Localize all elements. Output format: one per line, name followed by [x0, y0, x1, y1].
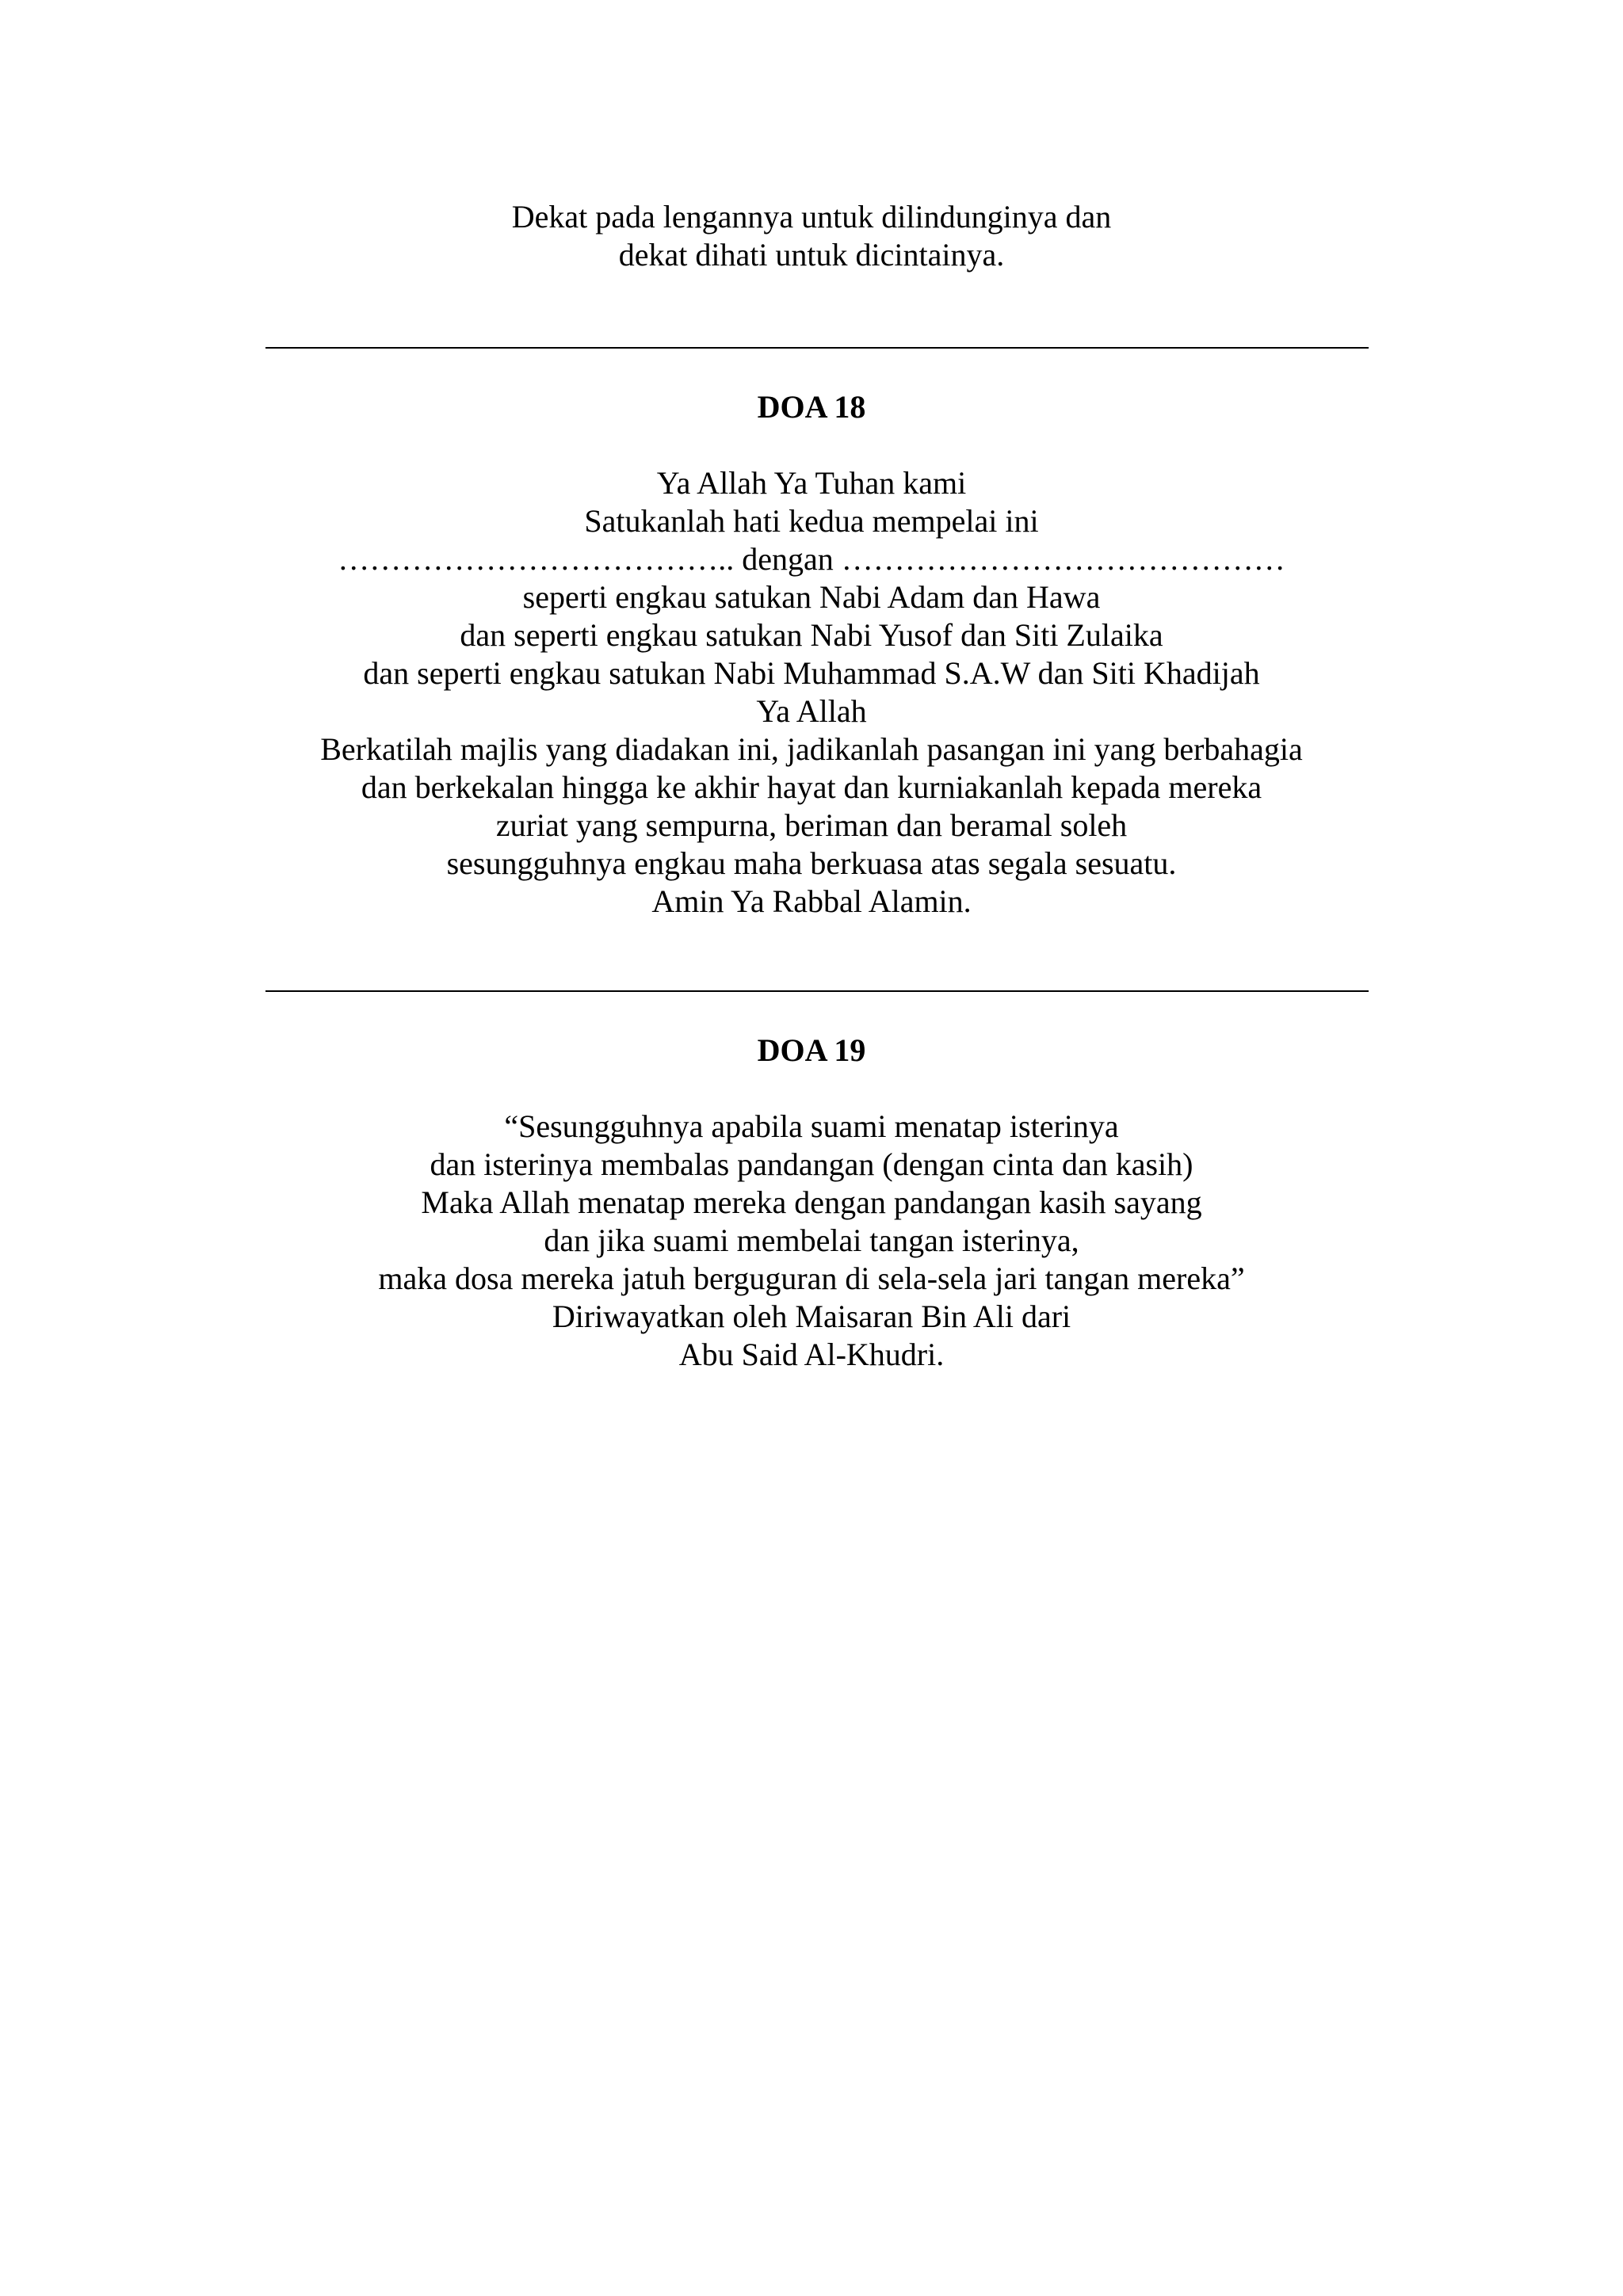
- doa-18-line: Ya Allah Ya Tuhan kami: [656, 465, 967, 501]
- doa-18-line: zuriat yang sempurna, beriman dan beramal soleh: [495, 807, 1128, 843]
- doa-18-line: Berkatilah majlis yang diadakan ini, jadikanlah pasangan ini yang berbahagia: [320, 731, 1303, 767]
- doa-19-line: Abu Said Al-Khudri.: [678, 1337, 945, 1372]
- doa-18-line: dan berkekalan hingga ke akhir hayat dan kurniakanlah kepada mereka: [361, 769, 1262, 805]
- doa-18-line: Amin Ya Rabbal Alamin.: [651, 883, 972, 919]
- doa-18-line: ……………………………….. dengan ……………………………………: [338, 541, 1285, 577]
- doa-19-heading: DOA 19: [757, 1032, 866, 1068]
- section-divider: [265, 347, 1369, 349]
- doa-18-line: Satukanlah hati kedua mempelai ini: [584, 503, 1039, 539]
- doa-18-heading: DOA 18: [757, 389, 866, 425]
- intro-line: Dekat pada lengannya untuk dilindunginya dan: [511, 199, 1112, 235]
- doa-18-line: dan seperti engkau satukan Nabi Muhammad S.A.W dan Siti Khadijah: [363, 655, 1260, 691]
- doa-18-line: seperti engkau satukan Nabi Adam dan Hawa: [522, 579, 1101, 615]
- doa-19-line: dan isterinya membalas pandangan (dengan cinta dan kasih): [430, 1146, 1193, 1182]
- doa-19-line: maka dosa mereka jatuh berguguran di sela-sela jari tangan mereka”: [378, 1261, 1245, 1296]
- doa-18-line: Ya Allah: [756, 693, 867, 729]
- doa-19-text: [0, 1108, 1623, 1374]
- doa-18-line: dan seperti engkau satukan Nabi Yusof dan Siti Zulaika: [460, 617, 1163, 653]
- doa-18-text: [0, 464, 1623, 921]
- doa-19-line: “Sesungguhnya apabila suami menatap isterinya: [504, 1108, 1119, 1144]
- doa-19-line: Diriwayatkan oleh Maisaran Bin Ali dari: [552, 1299, 1071, 1334]
- doa-19-line: Maka Allah menatap mereka dengan pandangan kasih sayang: [421, 1184, 1202, 1220]
- section-divider: [265, 990, 1369, 992]
- doa-19-line: dan jika suami membelai tangan isterinya,: [544, 1222, 1079, 1258]
- intro-line: dekat dihati untuk dicintainya.: [618, 237, 1005, 273]
- intro-paragraph: [0, 198, 1623, 274]
- doa-18-line: sesungguhnya engkau maha berkuasa atas segala sesuatu.: [446, 845, 1177, 881]
